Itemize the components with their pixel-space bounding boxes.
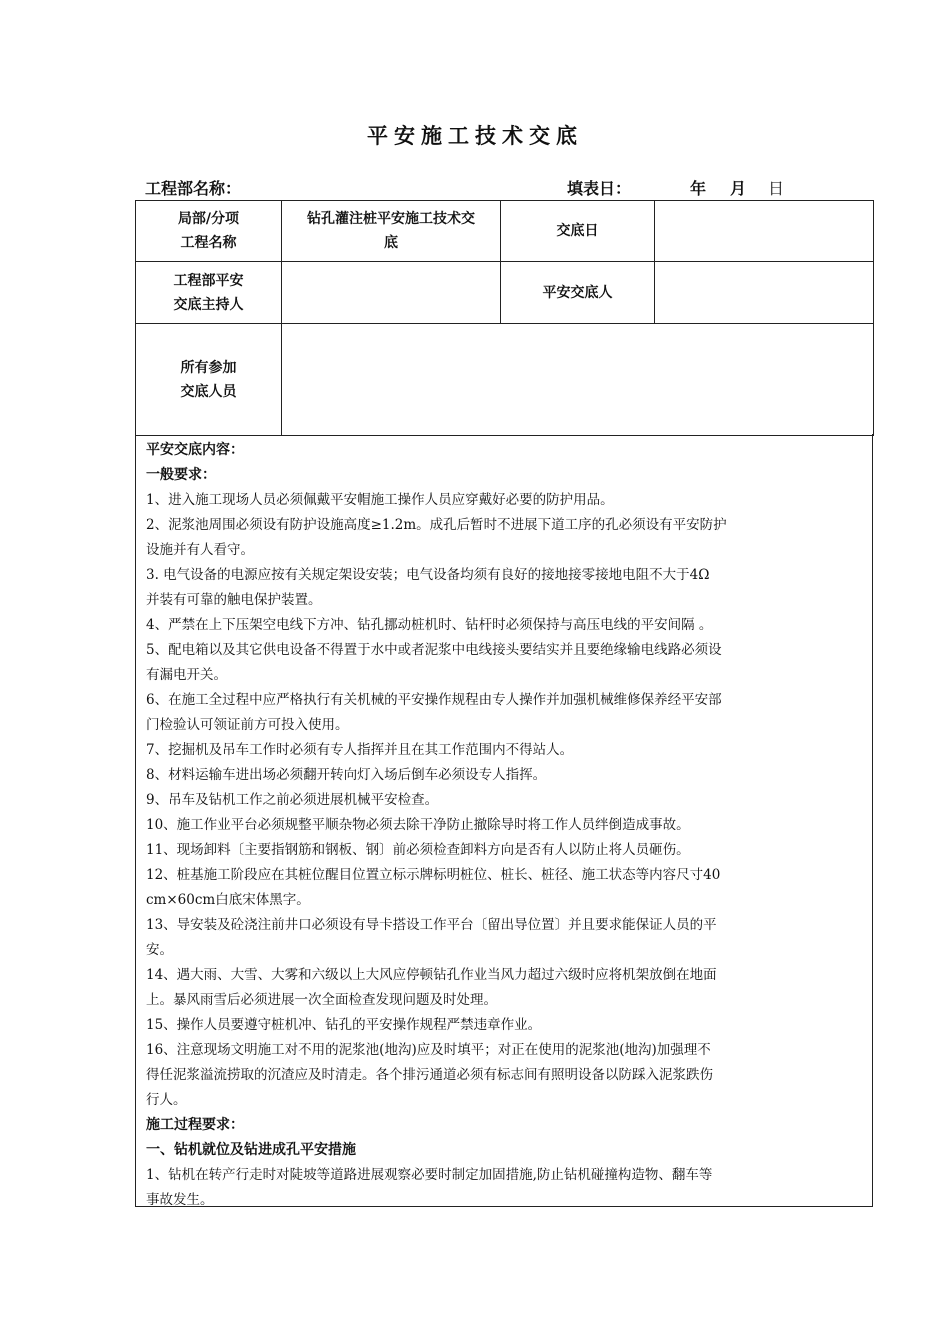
briefing-content	[136, 434, 872, 1213]
briefer-value	[655, 262, 874, 324]
list-item-line: 16、注意现场文明施工对不用的泥浆池(地沟)应及时填平；对正在使用的泥浆池(地沟)加强理不	[146, 1042, 711, 1058]
list-item-line: 15、操作人员要遵守桩机冲、钻孔的平安操作规程严禁违章作业。	[146, 1017, 542, 1033]
month-label: 月	[730, 179, 747, 198]
briefer-label: 平安交底人	[501, 262, 655, 324]
briefing-date-label: 交底日	[501, 201, 655, 262]
list-item	[146, 788, 862, 813]
dept-name-label: 工程部名称：	[145, 179, 242, 198]
list-item	[146, 563, 862, 613]
table-row	[136, 324, 874, 436]
host-value	[282, 262, 501, 324]
page-title: 平安施工技术交底	[367, 124, 583, 148]
list-item	[146, 738, 862, 763]
list-item-line: 3. 电气设备的电源应按有关规定架设安装；电气设备均须有良好的接地接零接地电阻不大于4Ω	[146, 567, 710, 583]
list-item	[146, 913, 862, 963]
list-item-line: 行人。	[146, 1092, 187, 1108]
list-item	[146, 763, 862, 788]
list-item-line: 得任泥浆溢流捞取的沉渣应及时清走。各个排污通道必须有标志间有照明设备以防踩入泥浆跌伤	[146, 1067, 713, 1083]
year-label: 年	[690, 179, 707, 198]
list-item-line: 上。暴风雨雪后必须进展一次全面检查发现问题及时处理。	[146, 992, 497, 1008]
day-label: 日	[768, 179, 785, 198]
list-item-line: 4、严禁在上下压架空电线下方冲、钻孔挪动桩机时、钻杆时必须保持与高压电线的平安间隔 。	[146, 617, 713, 633]
list-item-line: 并装有可靠的触电保护装置。	[146, 592, 322, 608]
table-row	[136, 262, 874, 324]
section-list	[146, 1163, 862, 1213]
list-item-line: 10、施工作业平台必须规整平顺杂物必须去除干净防止撤除导时将工作人员绊倒造成事故。	[146, 817, 690, 833]
list-item	[146, 813, 862, 838]
participants-label: 所有参加 交底人员	[136, 324, 282, 436]
general-requirements-list	[146, 488, 862, 1113]
host-label: 工程部平安 交底主持人	[136, 262, 282, 324]
section-heading: 一、钻机就位及钻进成孔平安措施	[146, 1142, 356, 1158]
list-item-line: 2、泥浆池周围必须设有防护设施高度≥1.2m。成孔后暂时不进展下道工序的孔必须设有平安防护	[146, 517, 727, 533]
list-item-line: 事故发生。	[146, 1192, 214, 1208]
list-item-line: 12、桩基施工阶段应在其桩位醒目位置立标示牌标明桩位、桩长、桩径、施工状态等内容尺寸40	[146, 867, 721, 883]
form-header	[145, 176, 865, 200]
list-item	[146, 1163, 862, 1213]
content-heading: 平安交底内容：	[146, 442, 244, 458]
list-item-line: 9、吊车及钻机工作之前必须进展机械平安检查。	[146, 792, 439, 808]
process-requirements-heading: 施工过程要求：	[146, 1117, 244, 1133]
list-item	[146, 488, 862, 513]
list-item	[146, 638, 862, 688]
list-item-line: 1、进入施工现场人员必须佩戴平安帽施工操作人员应穿戴好必要的防护用品。	[146, 492, 614, 508]
list-item-line: 1、钻机在转产行走时对陡坡等道路进展观察必要时制定加固措施,防止钻机碰撞构造物、翻车等	[146, 1167, 713, 1183]
table-row	[136, 201, 874, 262]
list-item-line: cm×60cm白底宋体黑字。	[146, 892, 310, 908]
fill-date-label: 填表日：	[567, 179, 632, 198]
project-name-label: 局部/分项 工程名称	[136, 201, 282, 262]
list-item-line: 有漏电开关。	[146, 667, 227, 683]
list-item	[146, 1038, 862, 1113]
list-item-line: 6、在施工全过程中应严格执行有关机械的平安操作规程由专人操作并加强机械维修保养经平安部	[146, 692, 722, 708]
list-item	[146, 613, 862, 638]
general-requirements-heading: 一般要求：	[146, 467, 216, 483]
list-item	[146, 863, 862, 913]
list-item-line: 14、遇大雨、大雪、大雾和六级以上大风应停顿钻孔作业当风力超过六级时应将机架放倒在地面	[146, 967, 717, 983]
list-item-line: 11、现场卸料〔主要指钢筋和钢板、钢〕前必须检查卸料方向是否有人以防止将人员砸伤。	[146, 842, 690, 858]
project-name-value: 钻孔灌注桩平安施工技术交 底	[282, 201, 501, 262]
list-item-line: 8、材料运输车进出场必须翻开转向灯入场后倒车必须设专人指挥。	[146, 767, 547, 783]
list-item	[146, 1013, 862, 1038]
participants-value	[282, 324, 874, 436]
briefing-content-box	[135, 434, 873, 1207]
list-item-line: 5、配电箱以及其它供电设备不得置于水中或者泥浆中电线接头要结实并且要绝缘输电线路必须设	[146, 642, 722, 658]
info-table	[135, 200, 874, 436]
list-item	[146, 688, 862, 738]
list-item-line: 门检验认可领证前方可投入使用。	[146, 717, 349, 733]
list-item-line: 7、挖掘机及吊车工作时必须有专人指挥并且在其工作范围内不得站人。	[146, 742, 574, 758]
list-item	[146, 963, 862, 1013]
list-item-line: 13、导安装及砼浇注前井口必须设有导卡搭设工作平台〔留出导位置〕并且要求能保证人员的平	[146, 917, 717, 933]
list-item-line: 设施并有人看守。	[146, 542, 254, 558]
list-item	[146, 838, 862, 863]
list-item	[146, 513, 862, 563]
briefing-date-value	[655, 201, 874, 262]
list-item-line: 安。	[146, 942, 173, 958]
